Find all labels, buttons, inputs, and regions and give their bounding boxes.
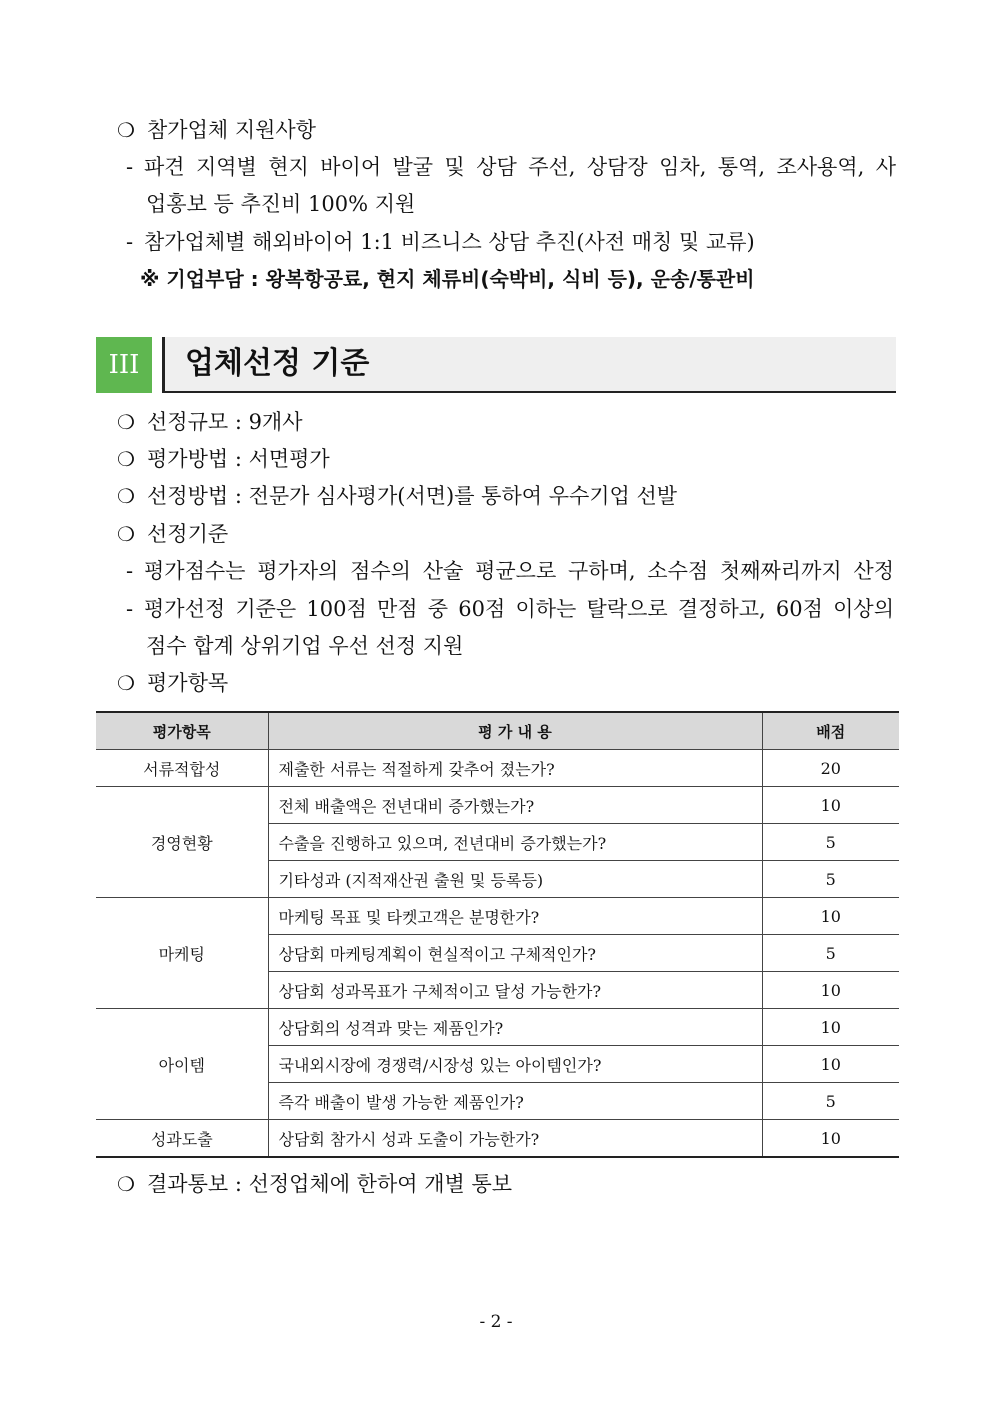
table-cell-content: 즉각 배출이 발생 가능한 제품인가?: [268, 1083, 762, 1120]
support-item-1: - 파견 지역별 현지 바이어 발굴 및 상담 주선, 상담장 임차, 통역, 조사용역, 사: [126, 155, 896, 179]
table-cell-content: 상담회 성과목표가 구체적이고 달성 가능한가?: [268, 972, 762, 1009]
table-cell-content: 국내외시장에 경쟁력/시장성 있는 아이템인가?: [268, 1046, 762, 1083]
support-item-1-cont: 업홍보 등 추진비 100% 지원: [146, 192, 416, 216]
criteria-item-2: - 평가선정 기준은 100점 만점 중 60점 이하는 탈락으로 결정하고, 60점 이상의: [126, 597, 894, 621]
bullet-scale: ❍ 선정규모 : 9개사: [117, 407, 303, 437]
bullet-selection-method: ❍ 선정방법 : 전문가 심사평가(서면)를 통하여 우수기업 선발: [117, 481, 677, 511]
table-row: [96, 750, 899, 787]
table-cell-category: 마케팅: [96, 898, 268, 1009]
circle-bullet-icon: ❍: [117, 410, 135, 434]
support-heading: ❍ 참가업체 지원사항: [117, 115, 316, 145]
circle-bullet-icon: ❍: [117, 1172, 135, 1196]
support-note: ※ 기업부담 : 왕복항공료, 현지 체류비(숙박비, 식비 등), 운송/통관비: [140, 267, 755, 291]
circle-bullet-icon: ❍: [117, 447, 135, 471]
table-row: [96, 898, 899, 935]
bullet-result: ❍ 결과통보 : 선정업체에 한하여 개별 통보: [117, 1169, 512, 1199]
circle-bullet-icon: ❍: [117, 484, 135, 508]
table-cell-content: 제출한 서류는 적절하게 갖추어 졌는가?: [268, 750, 762, 787]
table-cell-content: 마케팅 목표 및 타켓고객은 분명한가?: [268, 898, 762, 935]
bullet-method: ❍ 평가방법 : 서면평가: [117, 444, 330, 474]
table-cell-score: 5: [762, 861, 899, 898]
criteria-item-1: - 평가점수는 평가자의 점수의 산술 평균으로 구하며, 소수점 첫째짜리까지 산정: [126, 559, 894, 583]
table-cell-score: 20: [762, 750, 899, 787]
table-cell-content: 전체 배출액은 전년대비 증가했는가?: [268, 787, 762, 824]
table-cell-score: 5: [762, 935, 899, 972]
table-header-row: [96, 712, 899, 750]
table-cell-score: 10: [762, 1046, 899, 1083]
table-cell-content: 상담회 마케팅계획이 현실적이고 구체적인가?: [268, 935, 762, 972]
table-row: [96, 1009, 899, 1046]
table-cell-score: 10: [762, 787, 899, 824]
section-title-box: [162, 337, 896, 393]
bullet-eval-items: ❍ 평가항목: [117, 668, 228, 698]
criteria-item-2-cont: 점수 합계 상위기업 우선 선정 지원: [146, 634, 464, 658]
table-cell-score: 10: [762, 972, 899, 1009]
table-cell-category: 경영현황: [96, 787, 268, 898]
header-category: 평가항목: [96, 712, 268, 750]
table-cell-category: 성과도출: [96, 1120, 268, 1158]
table-row: [96, 1120, 899, 1158]
support-item-2: - 참가업체별 해외바이어 1:1 비즈니스 상담 추진(사전 매칭 및 교류): [126, 230, 755, 254]
evaluation-table: [96, 711, 899, 1158]
section-title: 업체선정 기준: [185, 346, 370, 381]
circle-bullet-icon: ❍: [117, 522, 135, 546]
table-cell-content: 상담회의 성격과 맞는 제품인가?: [268, 1009, 762, 1046]
table-cell-content: 기타성과 (지적재산권 출원 및 등록등): [268, 861, 762, 898]
bullet-criteria: ❍ 선정기준: [117, 519, 228, 549]
section-number: III: [96, 337, 152, 393]
table-cell-category: 아이템: [96, 1009, 268, 1120]
header-content: 평 가 내 용: [268, 712, 762, 750]
table-cell-content: 수출을 진행하고 있으며, 전년대비 증가했는가?: [268, 824, 762, 861]
header-score: 배점: [762, 712, 899, 750]
table-cell-score: 5: [762, 824, 899, 861]
table-cell-score: 10: [762, 898, 899, 935]
table-cell-score: 10: [762, 1009, 899, 1046]
table-row: [96, 787, 899, 824]
circle-bullet-icon: ❍: [117, 671, 135, 695]
table-cell-score: 10: [762, 1120, 899, 1158]
circle-bullet-icon: ❍: [117, 118, 135, 142]
table-cell-category: 서류적합성: [96, 750, 268, 787]
table-cell-content: 상담회 참가시 성과 도출이 가능한가?: [268, 1120, 762, 1158]
table-cell-score: 5: [762, 1083, 899, 1120]
section-header: [96, 337, 896, 395]
page-number: - 2 -: [479, 1312, 513, 1332]
